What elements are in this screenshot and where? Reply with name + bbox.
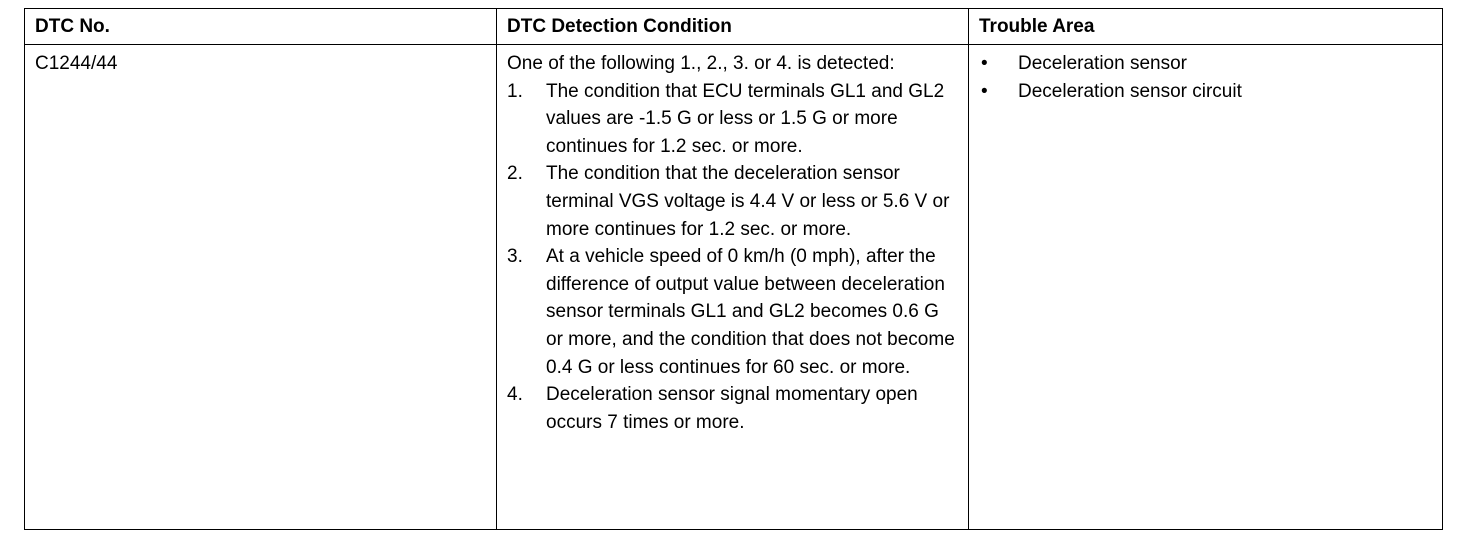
- condition-intro: One of the following 1., 2., 3. or 4. is detected:: [507, 53, 895, 74]
- header-detection-condition: DTC Detection Condition: [497, 9, 969, 45]
- condition-item: [507, 243, 958, 381]
- dtc-code-cell: [25, 45, 497, 530]
- trouble-area-item: [979, 50, 1432, 78]
- condition-number: 3.: [507, 246, 523, 268]
- trouble-area-text: Deceleration sensor: [1018, 53, 1187, 74]
- trouble-area-text: Deceleration sensor circuit: [1018, 80, 1242, 102]
- trouble-area-item: [979, 78, 1432, 106]
- bullet-icon: •: [981, 80, 988, 102]
- condition-list: [507, 78, 958, 437]
- table-row: [25, 45, 1443, 530]
- condition-item: [507, 78, 958, 161]
- bullet-icon: •: [981, 53, 988, 74]
- condition-number: 1.: [507, 80, 523, 102]
- condition-text: The condition that ECU terminals GL1 and GL2 values are -1.5 G or less or 1.5 G or more continues for 1.2 sec. or more.: [546, 80, 945, 157]
- trouble-area-cell: [969, 45, 1443, 530]
- condition-item: [507, 160, 958, 243]
- condition-text: The condition that the deceleration sensor terminal VGS voltage is 4.4 V or less or 5.6 V or more continues for 1.2 sec. or more.: [546, 163, 950, 240]
- header-dtc-no: DTC No.: [25, 9, 497, 45]
- condition-number: 4.: [507, 384, 523, 406]
- condition-number: 2.: [507, 163, 523, 185]
- detection-condition-cell: [497, 45, 969, 530]
- dtc-code: C1244/44: [35, 53, 118, 74]
- condition-item: [507, 381, 958, 436]
- trouble-area-list: [979, 50, 1432, 105]
- table-header-row: [25, 9, 1443, 45]
- header-trouble-area: Trouble Area: [969, 9, 1443, 45]
- condition-text: Deceleration sensor signal momentary open occurs 7 times or more.: [546, 384, 918, 433]
- dtc-table: [24, 8, 1443, 530]
- condition-text: At a vehicle speed of 0 km/h (0 mph), after the difference of output value between deceleration sensor terminals GL1 and GL2 becomes 0.6 G or more, and the condition that does not become 0.4 G or less continues for 60 sec. or more.: [546, 246, 955, 378]
